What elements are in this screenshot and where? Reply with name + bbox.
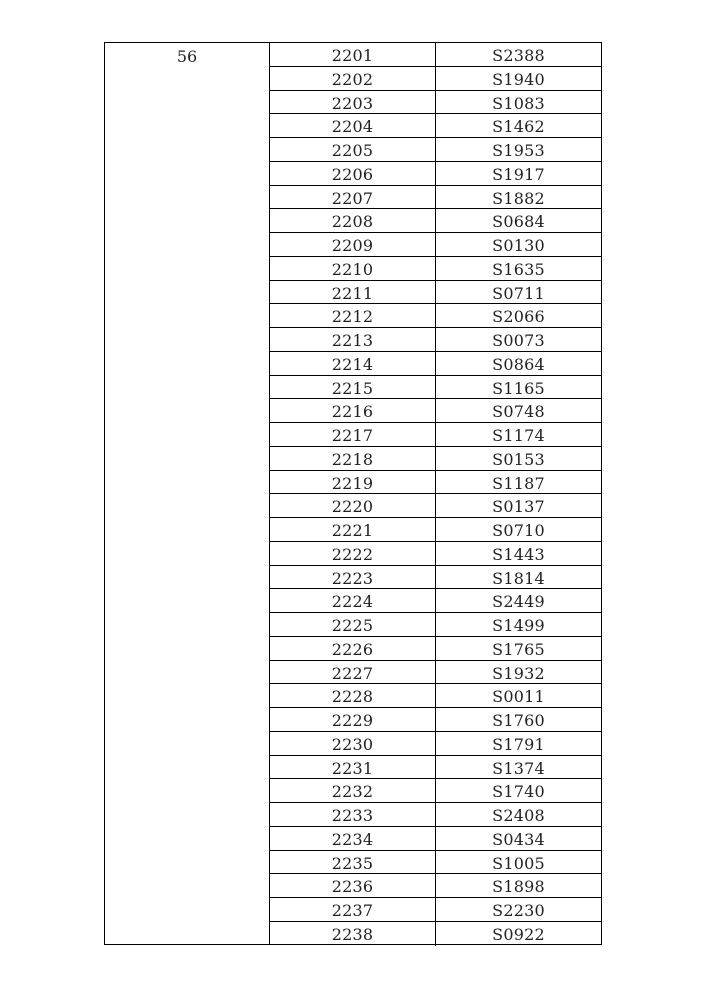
code-cell: S1374 <box>492 758 545 778</box>
code-cell: S0137 <box>492 497 545 517</box>
table-row <box>270 708 601 732</box>
row-number-cell: 2210 <box>270 257 436 280</box>
table-row <box>270 756 601 780</box>
table-row <box>270 67 601 91</box>
row-number-cell: 2214 <box>270 352 436 375</box>
code-cell: S2408 <box>492 806 545 825</box>
code-cell: S1917 <box>492 164 545 184</box>
row-number-cell: 2238 <box>270 922 436 946</box>
row-number-cell: 2203 <box>270 91 436 114</box>
code-cell: S0684 <box>492 212 545 232</box>
code-cell: S1765 <box>492 639 545 659</box>
row-number-cell: 2209 <box>270 233 436 256</box>
code-cell: S1814 <box>492 568 545 588</box>
code-cell: S1953 <box>492 141 545 160</box>
row-number-cell: 2221 <box>270 518 436 541</box>
table-row <box>270 518 601 542</box>
table-row <box>270 447 601 471</box>
table-row <box>270 898 601 922</box>
code-cell: S1443 <box>492 544 545 564</box>
code-cell: S2230 <box>492 901 545 920</box>
table-row <box>270 399 601 423</box>
table-row <box>270 257 601 281</box>
row-number-cell: 2202 <box>270 67 436 90</box>
row-number-cell: 2227 <box>270 661 436 684</box>
code-cell: S0864 <box>492 354 545 374</box>
table-row <box>270 494 601 518</box>
row-number-cell: 2234 <box>270 827 436 850</box>
code-cell: S1165 <box>492 378 545 398</box>
row-number-cell: 2204 <box>270 114 436 137</box>
table-row <box>270 233 601 257</box>
row-number-cell: 2206 <box>270 162 436 185</box>
code-cell: S0710 <box>492 521 545 540</box>
table-row <box>270 209 601 233</box>
table-row <box>270 138 601 162</box>
code-cell: S1174 <box>492 426 545 445</box>
row-number-cell: 2201 <box>270 43 436 66</box>
row-number-cell: 2233 <box>270 803 436 826</box>
code-cell: S1882 <box>492 188 545 208</box>
row-number-cell: 2225 <box>270 613 436 636</box>
code-cell: S1635 <box>492 259 545 279</box>
table-row <box>270 874 601 898</box>
row-number-cell: 2223 <box>270 566 436 589</box>
code-cell: S1898 <box>492 877 545 897</box>
table-row <box>270 566 601 590</box>
row-number-cell: 2212 <box>270 304 436 327</box>
table-row <box>270 376 601 400</box>
code-cell: S1932 <box>492 663 545 683</box>
table-row <box>270 471 601 495</box>
table-row <box>270 732 601 756</box>
code-cell: S0153 <box>492 449 545 469</box>
data-table <box>104 42 602 945</box>
table-row <box>270 352 601 376</box>
table-row <box>270 43 601 67</box>
table-row <box>270 304 601 328</box>
row-number-cell: 2205 <box>270 138 436 161</box>
table-row <box>270 186 601 210</box>
row-number-cell: 2232 <box>270 779 436 802</box>
code-cell: S0011 <box>492 687 545 707</box>
code-cell: S1740 <box>492 782 545 802</box>
table-row <box>270 779 601 803</box>
row-number-cell: 2230 <box>270 732 436 755</box>
code-cell: S1462 <box>492 117 545 137</box>
code-cell: S0711 <box>492 283 545 303</box>
group-cell <box>105 43 270 944</box>
row-number-cell: 2216 <box>270 399 436 422</box>
code-cell: S0434 <box>492 829 545 849</box>
table-row <box>270 162 601 186</box>
row-number-cell: 2220 <box>270 494 436 517</box>
row-number-cell: 2208 <box>270 209 436 232</box>
code-cell: S1005 <box>492 853 545 873</box>
table-row <box>270 613 601 637</box>
row-number-cell: 2237 <box>270 898 436 921</box>
table-row <box>270 851 601 875</box>
row-number-cell: 2236 <box>270 874 436 897</box>
code-cell: S1940 <box>492 69 545 89</box>
table-row <box>270 803 601 827</box>
table-row <box>270 827 601 851</box>
table-rows <box>270 43 601 944</box>
row-number-cell: 2224 <box>270 589 436 612</box>
row-number-cell: 2229 <box>270 708 436 731</box>
table-row <box>270 423 601 447</box>
row-number-cell: 2218 <box>270 447 436 470</box>
table-row <box>270 328 601 352</box>
row-number-cell: 2219 <box>270 471 436 494</box>
row-number-cell: 2213 <box>270 328 436 351</box>
table-row <box>270 589 601 613</box>
group-number: 56 <box>176 47 198 66</box>
code-cell: S1760 <box>492 711 545 730</box>
table-row <box>270 91 601 115</box>
row-number-cell: 2228 <box>270 684 436 707</box>
code-cell: S1791 <box>492 734 545 754</box>
row-number-cell: 2217 <box>270 423 436 446</box>
code-cell: S0922 <box>492 924 545 944</box>
code-cell: S2388 <box>492 46 545 65</box>
row-number-cell: 2235 <box>270 851 436 874</box>
table-row <box>270 114 601 138</box>
code-cell: S0748 <box>492 402 545 422</box>
row-number-cell: 2207 <box>270 186 436 209</box>
code-cell: S1499 <box>492 616 545 635</box>
code-cell: S2449 <box>492 592 545 612</box>
code-cell: S2066 <box>492 307 545 327</box>
row-number-cell: 2211 <box>270 281 436 304</box>
table-row <box>270 637 601 661</box>
row-number-cell: 2226 <box>270 637 436 660</box>
table-row <box>270 922 601 946</box>
code-cell: S0073 <box>492 331 545 350</box>
table-row <box>270 684 601 708</box>
code-cell: S1187 <box>492 473 545 493</box>
table-row <box>270 542 601 566</box>
code-cell: S0130 <box>492 236 545 255</box>
table-row <box>270 661 601 685</box>
row-number-cell: 2215 <box>270 376 436 399</box>
row-number-cell: 2231 <box>270 756 436 779</box>
table-row <box>270 281 601 305</box>
code-cell: S1083 <box>492 93 545 113</box>
row-number-cell: 2222 <box>270 542 436 565</box>
